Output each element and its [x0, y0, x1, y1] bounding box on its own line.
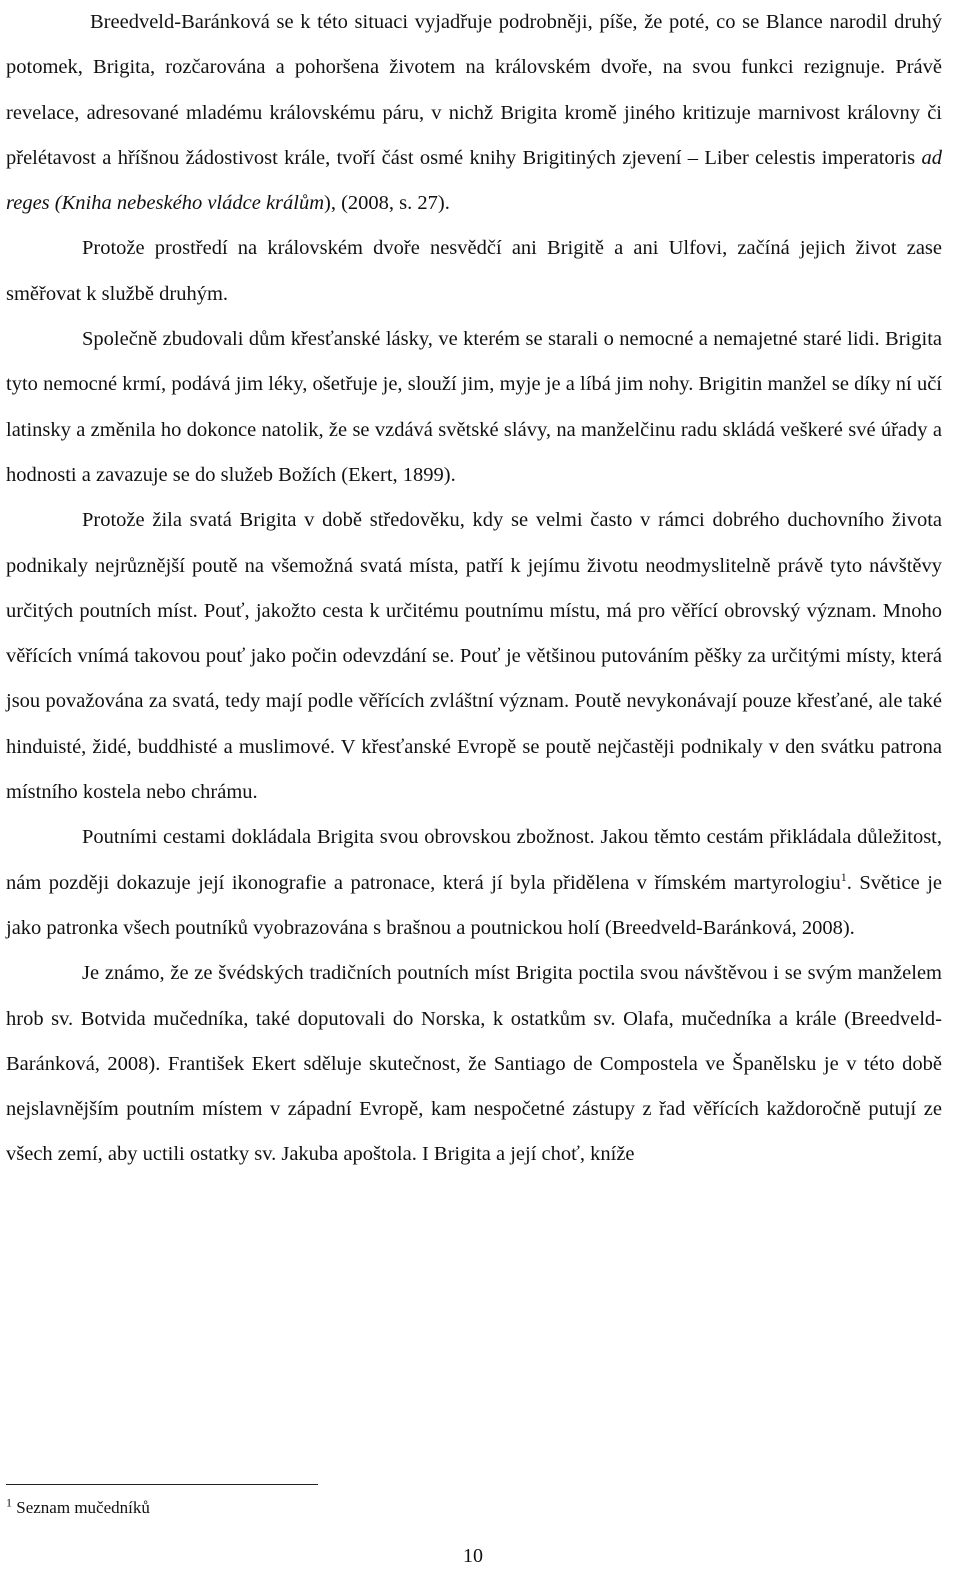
paragraph-1-citation: ), (2008, s. 27). [324, 192, 450, 215]
paragraph-6 [6, 951, 942, 1177]
paragraph-5-text-continued: . Světice je jako patronka všech poutníků vyobrazována s brašnou a poutnickou holí (Breedveld-Baránková, 2008). [6, 871, 943, 939]
footnote-marker: 1 [6, 1495, 12, 1510]
paragraph-2-text: Protože prostředí na královském dvoře nesvědčí ani Brigitě a ani Ulfovi, začíná jejich život zase směřovat k službě druhým. [6, 237, 942, 305]
paragraph-1-italic-title: ad reges (Kniha nebeského vládce králům [6, 146, 942, 215]
page-number: 10 [463, 1545, 483, 1567]
paragraph-4 [6, 498, 942, 815]
body-text [6, 0, 942, 1178]
paragraph-1 [6, 0, 942, 226]
paragraph-2 [6, 226, 942, 317]
paragraph-3-text: Společně zbudovali dům křesťanské lásky, ve kterém se starali o nemocné a nemajetné staré lidi. Brigita tyto nemocné krmí, podává jim léky, ošetřuje je, slouží jim, myje je a líbá jim nohy. Brigitin manžel se díky ní učí latinsky a změnila ho dokonce natolik, že se vzdává světské slávy, na manželčinu radu skládá veškeré své úřady a hodnosti a zavazuje se do služeb Božích (Ekert, 1899). [6, 328, 942, 486]
footnote [6, 1496, 150, 1520]
footnote-divider [6, 1484, 318, 1485]
paragraph-3 [6, 317, 942, 498]
footnote-reference[interactable]: 1 [840, 869, 847, 884]
footnote-text: Seznam mučedníků [16, 1498, 150, 1517]
paragraph-5-text: Poutními cestami dokládala Brigita svou obrovskou zbožnost. Jakou těmto cestám přikládala důležitost, nám později dokazuje její ikonografie a patronace, která jí byla přidělena v římském martyrologiu [6, 826, 942, 894]
paragraph-5 [6, 815, 942, 951]
paragraph-1-text: Breedveld-Baránková se k této situaci vyjadřuje podrobněji, píše, že poté, co se Blance narodil druhý potomek, Brigita, rozčarována a pohoršena životem na královském dvoře, na svou funkci rezignuje. Právě revelace, adresované mladému královskému páru, v nichž Brigita kromě jiného kritizuje marnivost královny či přelétavost a hříšnou žádostivost krále, tvoří část osmé knihy Brigitiných zjevení – Liber celestis imperatoris [6, 11, 942, 169]
paragraph-4-text: Protože žila svatá Brigita v době středověku, kdy se velmi často v rámci dobrého duchovního života podnikaly nejrůznější poutě na všemožná svatá místa, patří k jejímu životu neodmyslitelně právě tyto návštěvy určitých poutních míst. Pouť, jakožto cesta k určitému poutnímu místu, má pro věřící obrovský význam. Mnoho věřících vnímá takovou pouť jako počin odevzdání se. Pouť je většinou putováním pěšky za určitými místy, která jsou považována za svatá, tedy mají podle věřících zvláštní význam. Poutě nevykonávají pouze křesťané, ale také hinduisté, židé, buddhisté a muslimové. V křesťanské Evropě se poutě nejčastěji podnikaly v den svátku patrona místního kostela nebo chrámu. [6, 509, 942, 804]
paragraph-6-text: Je známo, že ze švédských tradičních poutních míst Brigita poctila svou návštěvou i se svým manželem hrob sv. Botvida mučedníka, také doputovali do Norska, k ostatkům sv. Olafa, mučedníka a krále (Breedveld-Baránková, 2008). František Ekert sděluje skutečnost, že Santiago de Compostela ve Španělsku je v této době nejslavnějším poutním místem v západní Evropě, kam nespočetné zástupy z řad věřících každoročně putují ze všech zemí, aby uctili ostatky sv. Jakuba apoštola. I Brigita a její choť, kníže [6, 962, 942, 1166]
